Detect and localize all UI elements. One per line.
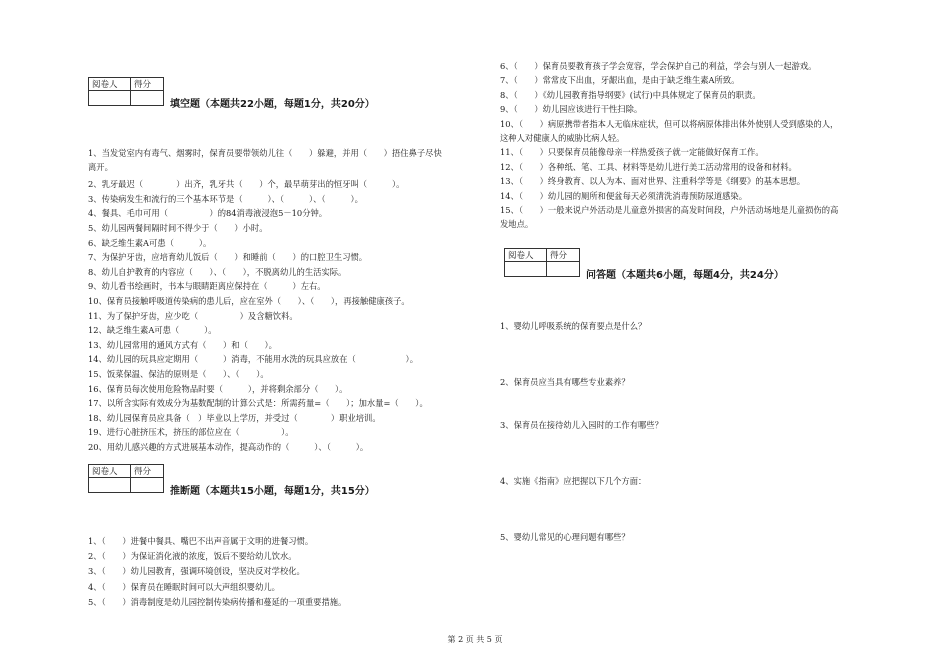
score-box-label-score: 得分 xyxy=(131,465,164,478)
score-box-cell[interactable] xyxy=(89,478,131,493)
score-box-label-reviewer: 阅卷人 xyxy=(89,78,131,91)
question-line: 5、婴幼儿常见的心理问题有哪些？ xyxy=(500,532,630,542)
question-line: 11、（ ）只要保育员能像母亲一样热爱孩子就一定能做好保育工作。 xyxy=(500,147,764,158)
question-line: 8、幼儿自护教育的内容应（ ）、（ ），不脱离幼儿的生活实际。 xyxy=(88,266,347,277)
score-box-cell[interactable] xyxy=(547,262,580,277)
question-line: 2、（ ）为保证消化液的浓度，饭后不要给幼儿饮水。 xyxy=(88,551,297,562)
question-line: 1、当发觉室内有毒气、烟雾时，保育员要带领幼儿往（ ）躲避，并用（ ）捂住鼻子尽快 xyxy=(88,148,442,158)
question-line: 2、保育员应当具有哪些专业素养？ xyxy=(500,377,630,387)
score-box-label-score: 得分 xyxy=(131,78,164,91)
score-box-cell[interactable] xyxy=(505,262,547,277)
question-line: 8、（ ）《幼儿园教育指导纲要》(试行)中具体规定了保育员的职责。 xyxy=(500,89,761,100)
question-line: 15、饭菜保温、保洁的原则是（ ）、（ ）。 xyxy=(88,369,269,379)
score-box-cell[interactable] xyxy=(89,91,131,106)
question-line: 离开。 xyxy=(88,162,113,173)
question-line: 5、幼儿园两餐间隔时间不得少于（ ）小时。 xyxy=(88,223,268,233)
section-title-qa: 问答题（本题共6小题，每题4分，共24分） xyxy=(586,270,784,281)
score-box-qa xyxy=(504,248,580,277)
score-box-label-reviewer: 阅卷人 xyxy=(505,249,547,262)
question-line: 9、幼儿看书绘画时，书本与眼睛距离应保持在（ ）左右。 xyxy=(88,281,326,292)
question-line: 1、婴幼儿呼吸系统的保育要点是什么？ xyxy=(500,321,647,331)
question-line: 14、幼儿园的玩具应定期用（ ）消毒，不能用水洗的玩具应放在（ ）。 xyxy=(88,354,418,365)
question-line: 7、为保护牙齿，应培育幼儿饭后（ ）和睡前（ ）的口腔卫生习惯。 xyxy=(88,252,368,263)
score-box-cell[interactable] xyxy=(131,478,164,493)
question-line: 3、（ ）幼儿园教育，强调环境创设，坚决反对学校化。 xyxy=(88,566,305,577)
question-line: 15、（ ）一般来说户外活动是儿童意外损害的高发时间段，户外活动场地是儿童损伤的高 xyxy=(500,205,839,215)
question-line: 5、（ ）消毒制度是幼儿园控制传染病传播和蔓延的一项重要措施。 xyxy=(88,596,347,607)
question-line: 13、幼儿园常用的通风方式有（ ）和（ ）。 xyxy=(88,339,277,350)
question-line: 9、（ ）幼儿园应该进行干性扫除。 xyxy=(500,104,643,115)
question-line: 3、传染病发生和流行的三个基本环节是（ ）、（ ）、（ ）。 xyxy=(88,193,363,204)
question-line: 这种人对健康人的威胁比病人轻。 xyxy=(500,133,625,143)
question-line: 3、保育员在接待幼儿入园时的工作有哪些？ xyxy=(500,420,663,430)
question-line: 10、保育员接触呼吸道传染病的患儿后，应在室外（ ）、（ ），再接触健康孩子。 xyxy=(88,296,410,306)
question-line: 12、缺乏维生素A可患（ ）。 xyxy=(88,325,217,336)
question-line: 13、（ ）终身教育、以人为本、面对世界、注重科学等是《纲要》的基本思想。 xyxy=(500,176,806,187)
section-title-judge: 推断题（本题共15小题，每题1分，共15分） xyxy=(170,486,375,497)
score-box-label-score: 得分 xyxy=(547,249,580,262)
question-line: 2、乳牙最迟（ ）出齐，乳牙共（ ）个，最早萌芽出的恒牙叫（ ）。 xyxy=(88,179,405,190)
question-line: 11、为了保护牙齿，应少吃（ ）及含糖饮料。 xyxy=(88,310,298,321)
question-line: 6、缺乏维生素A可患（ ）。 xyxy=(88,237,212,248)
score-box-cell[interactable] xyxy=(131,91,164,106)
question-line: 18、幼儿园保育员应具备（ ）毕业以上学历，并受过（ ）职业培训。 xyxy=(88,412,381,423)
question-line: 6、（ ）保育员要教育孩子学会宽容，学会保护自己的利益，学会与别人一起游戏。 xyxy=(500,61,817,71)
question-line: 20、用幼儿感兴趣的方式进展基本动作，提高动作的（ ）、（ ）。 xyxy=(88,442,369,452)
question-line: 4、餐具、毛巾可用（ ）的84消毒液浸泡5－10分钟。 xyxy=(88,208,328,219)
question-line: 4、（ ）保育员在睡眠时间可以大声组织婴幼儿。 xyxy=(88,581,280,592)
score-box-judge xyxy=(88,464,164,493)
question-line: 12、（ ）各种纸、笔、工具、材料等是幼儿进行美工活动常用的设备和材料。 xyxy=(500,161,797,172)
question-line: 16、保育员每次使用危险物品时要（ ），并将剩余部分（ ）。 xyxy=(88,383,348,394)
question-line: 发地点。 xyxy=(500,219,534,230)
question-line: 17、以所含实际有效成分为基数配制的计算公式是：所需药量=（ ）；加水量=（ ）。 xyxy=(88,398,428,409)
question-line: 4、实施《指南》应把握以下几个方面： xyxy=(500,476,647,486)
question-line: 7、（ ）常常皮下出血，牙龈出血，是由于缺乏维生素A所致。 xyxy=(500,75,740,86)
score-box-fill xyxy=(88,77,164,106)
question-line: 1、（ ）进餐中餐具、嘴巴不出声音属于文明的进餐习惯。 xyxy=(88,536,314,546)
section-title-fill: 填空题（本题共22小题，每题1分，共20分） xyxy=(170,99,375,110)
page-footer: 第 2 页 共 5 页 xyxy=(447,635,503,644)
question-line: 14、（ ）幼儿园的厕所和便盆每天必须清洗消毒预防尿道感染。 xyxy=(500,190,748,201)
question-line: 19、进行心脏挤压术，挤压的部位应在（ ）。 xyxy=(88,427,294,438)
question-line: 10、（ ）病原携带者指本人无临床症状，但可以将病原体排出体外使别人受到感染的人， xyxy=(500,118,839,129)
score-box-label-reviewer: 阅卷人 xyxy=(89,465,131,478)
